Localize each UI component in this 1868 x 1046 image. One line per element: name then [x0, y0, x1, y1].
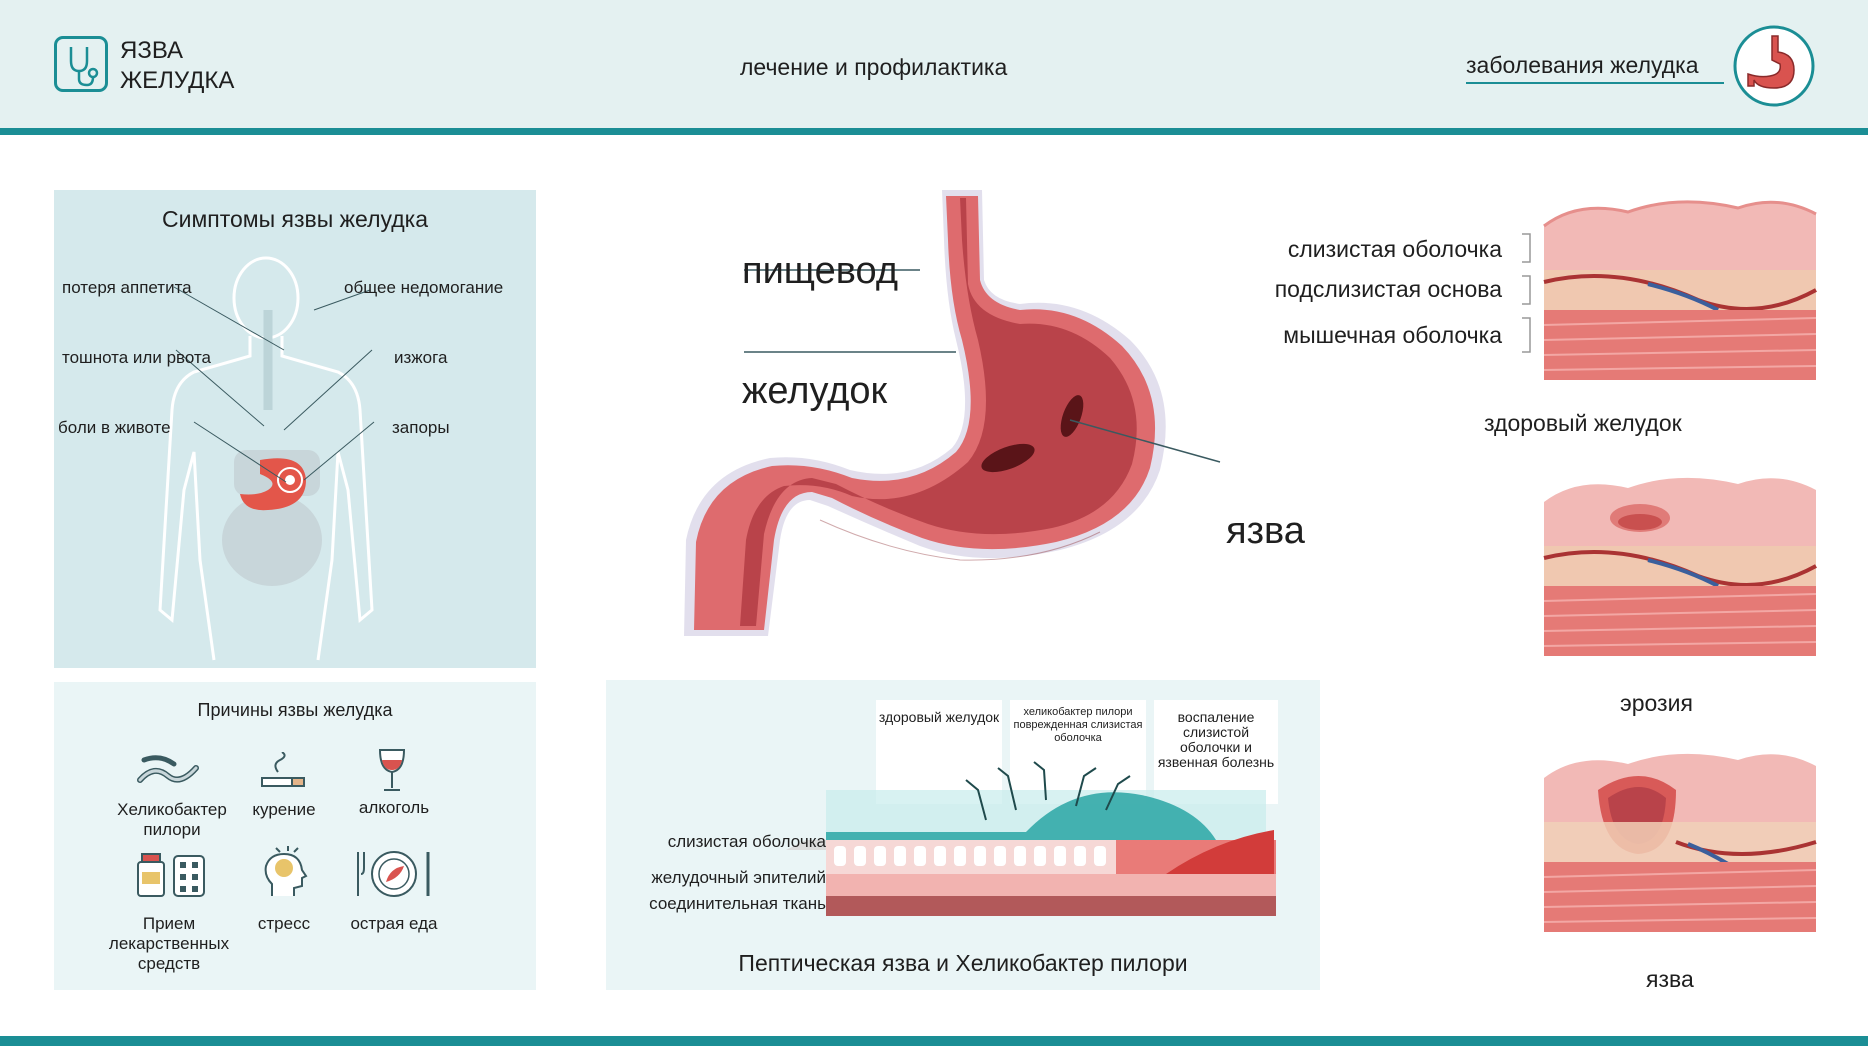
- symptom-malaise: общее недомогание: [344, 278, 504, 297]
- tissue-layer-mucosa: слизистая оболочка: [1287, 236, 1502, 262]
- stomach-icon: [1732, 24, 1816, 108]
- tissue-block-erosion: [1538, 466, 1828, 696]
- symptoms-title: Симптомы язвы желудка: [161, 206, 429, 232]
- caption-erosion: эрозия: [1620, 690, 1693, 716]
- layer-brackets: [1520, 232, 1534, 372]
- footer-divider: [0, 1036, 1868, 1046]
- bacteria-icon: [134, 750, 206, 794]
- peptic-ulcer-panel: [606, 680, 1320, 990]
- cause-stress: стресс: [257, 914, 311, 933]
- causes-title: Причины язвы желудка: [197, 700, 393, 720]
- symptom-abdominal-pain: боли в животе: [58, 418, 171, 437]
- layer-epithelium-label: желудочный эпителий: [651, 868, 826, 887]
- layer-connective-label: соединительная ткань: [649, 894, 826, 913]
- logo-title: [120, 36, 234, 96]
- tissue-layer-muscle: мышечная оболочка: [1283, 322, 1502, 348]
- head-stress-icon: [258, 846, 312, 900]
- stethoscope-icon: [54, 36, 108, 92]
- stage-helicobacter: хеликобактер пилори поврежденная слизистая оболочка: [1010, 700, 1146, 804]
- cause-alcohol: алкоголь: [358, 798, 430, 817]
- layer-mucosa-label: слизистая оболочка: [667, 832, 826, 851]
- topic-label: заболевания желудка: [1466, 52, 1699, 78]
- tissue-block-ulcer: [1538, 742, 1828, 972]
- caption-healthy: здоровый желудок: [1484, 410, 1682, 436]
- cause-medication: Прием лекарственных средств: [108, 914, 230, 973]
- caption-ulcer: язва: [1646, 966, 1694, 992]
- causes-panel: [54, 682, 536, 990]
- stage-healthy: здоровый желудок: [876, 700, 1002, 804]
- header-divider: [0, 128, 1868, 135]
- logo-line-2: ЖЕЛУДКА: [120, 67, 235, 94]
- symptom-constipation: запоры: [392, 418, 450, 437]
- cigarette-icon: [258, 752, 308, 792]
- cause-helicobacter: Хеликобактер пилори: [117, 800, 227, 839]
- symptoms-panel: [54, 190, 536, 668]
- logo-line-1: ЯЗВА: [120, 37, 184, 64]
- label-stomach: желудок: [742, 370, 888, 412]
- symptom-appetite-loss: потеря аппетита: [62, 278, 192, 297]
- stage-inflammation: воспаление слизистой оболочки и язвенная болезнь: [1154, 700, 1278, 804]
- symptom-nausea: тошнота или рвота: [62, 348, 211, 367]
- medicine-icon: [136, 852, 206, 898]
- page-subtitle: лечение и профилактика: [740, 54, 1008, 80]
- tissue-block-healthy: [1538, 190, 1828, 420]
- tissue-layer-submucosa: подслизистая основа: [1274, 276, 1502, 302]
- cause-smoking: курение: [252, 800, 316, 819]
- label-ulcer: язва: [1226, 510, 1305, 552]
- pepper-plate-icon: [354, 848, 434, 900]
- peptic-title: Пептическая язва и Хеликобактер пилори: [738, 950, 1188, 976]
- wine-glass-icon: [376, 748, 408, 794]
- label-esophagus: пищевод: [742, 250, 899, 292]
- topic-underline: [1466, 82, 1724, 84]
- symptom-heartburn: изжога: [394, 348, 448, 367]
- cause-spicy-food: острая еда: [350, 914, 438, 933]
